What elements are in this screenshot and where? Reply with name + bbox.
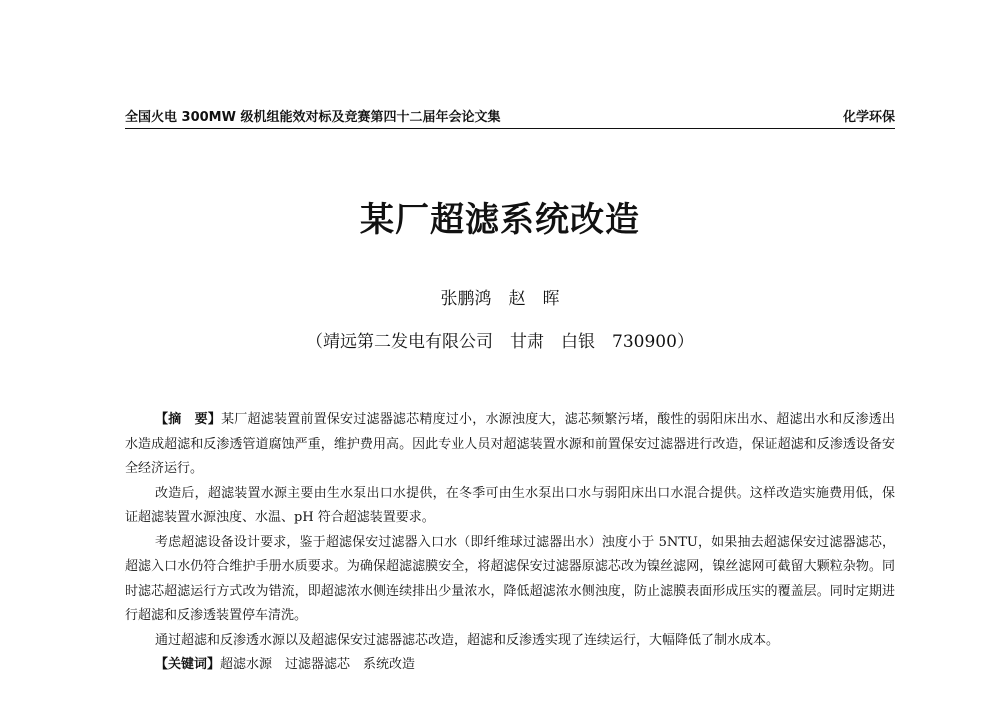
abstract-text-1: 某厂超滤装置前置保安过滤器滤芯精度过小，水源浊度大，滤芯频繁污堵，酸性的弱阳床出水、超滤出水和反渗透出水造成超滤和反渗透管道腐蚀严重，维护费用高。因此专业人员对超滤装置水源和前置保安过滤器进行改造，保证超滤和反渗透设备安全经济运行。: [125, 412, 895, 476]
paper-title: 某厂超滤系统改造: [360, 200, 640, 240]
keywords-label: 【关键词】: [155, 657, 221, 672]
keywords-text: 超滤水源 过滤器滤芯 系统改造: [220, 657, 416, 672]
abstract-block: [125, 408, 895, 678]
section-name: 化学环保: [842, 110, 895, 125]
journal-title: 全国火电 300MW 级机组能效对标及竞赛第四十二届年会论文集: [125, 110, 501, 125]
abstract-label: 【摘 要】: [155, 412, 222, 427]
abstract-paragraph-2: 改造后，超滤装置水源主要由生水泵出口水提供，在冬季可由生水泵出口水与弱阳床出口水混合提供。这样改造实施费用低，保证超滤装置水源浊度、水温、pH 符合超滤装置要求。: [125, 485, 895, 525]
running-header: [125, 106, 895, 129]
abstract-paragraph-1: [125, 408, 895, 482]
abstract-paragraph-3: 考虑超滤设备设计要求，鉴于超滤保安过滤器入口水（即纤维球过滤器出水）浊度小于 5NTU，如果抽去超滤保安过滤器滤芯，超滤入口水仍符合维护手册水质要求。为确保超滤滤膜安全，将超滤保安过滤器原滤芯改为镍丝滤网，镍丝滤网可截留大颗粒杂物。同时滤芯超滤运行方式改为错流，即超滤浓水侧连续排出少量浓水，降低超滤浓水侧浊度，防止滤膜表面形成压实的覆盖层。同时定期进行超滤和反渗透装置停车清洗。: [125, 534, 895, 623]
abstract-paragraph-4: 通过超滤和反渗透水源以及超滤保安过滤器滤芯改造，超滤和反渗透实现了连续运行，大幅降低了制水成本。: [155, 632, 780, 648]
affiliation: （靖远第二发电有限公司 甘肃 白银 730900）: [306, 332, 694, 352]
keywords-line: [125, 653, 895, 678]
authors: 张鹏鸿 赵 晖: [440, 289, 560, 309]
